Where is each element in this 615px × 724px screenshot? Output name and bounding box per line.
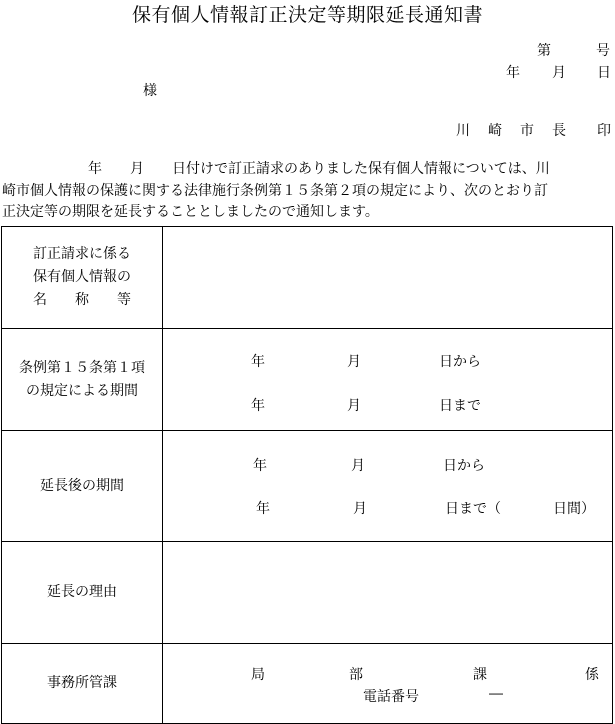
- table-row: [2, 542, 613, 644]
- number-prefix: 第: [537, 43, 551, 59]
- from-month: 月: [347, 354, 361, 370]
- ext-days: 日間）: [553, 501, 595, 517]
- issuer-char-2: 崎: [488, 123, 502, 139]
- section-label: 課: [473, 667, 487, 683]
- form-table: [1, 226, 613, 724]
- ext-until-year: 年: [256, 501, 270, 517]
- label-line: 訂正請求に係る: [33, 246, 131, 262]
- label-department: 事務所管課: [2, 644, 163, 724]
- table-row: [2, 329, 613, 431]
- from-day: 日から: [439, 354, 481, 370]
- phone-dash: ―: [489, 686, 503, 702]
- table-row: [2, 431, 613, 542]
- issuer-char-3: 市: [520, 123, 534, 139]
- label-reason: 延長の理由: [2, 542, 163, 644]
- ext-from-month: 月: [351, 458, 365, 474]
- bureau-label: 局: [251, 667, 265, 683]
- value-original-period[interactable]: [163, 329, 613, 431]
- label-line: 名 称 等: [33, 292, 131, 308]
- from-year: 年: [251, 354, 265, 370]
- ext-from-day: 日から: [443, 458, 485, 474]
- body-line-3: 正決定等の期限を延長することとしましたので通知します。: [2, 204, 379, 220]
- label-extended-period: 延長後の期間: [2, 431, 163, 542]
- seal-mark: 印: [597, 123, 611, 139]
- body-line-2: 崎市個人情報の保護に関する法律施行条例第１５条第２項の規定により、次のとおり訂: [2, 183, 548, 199]
- subsection-label: 係: [585, 667, 599, 683]
- value-extended-period[interactable]: [163, 431, 613, 542]
- label-line: 条例第１５条第１項: [19, 359, 145, 376]
- value-department[interactable]: [163, 644, 613, 724]
- phone-label: 電話番号: [363, 689, 419, 705]
- date-month: 月: [552, 65, 566, 81]
- date-year: 年: [506, 65, 520, 81]
- document-title: 保有個人情報訂正決定等期限延長通知書: [131, 4, 483, 26]
- label-record-name: [2, 227, 163, 329]
- label-line: 保有個人情報の: [33, 269, 131, 285]
- label-line: の規定による期間: [26, 382, 138, 399]
- number-suffix: 号: [596, 43, 610, 59]
- recipient-suffix: 様: [143, 83, 157, 99]
- until-year: 年: [251, 398, 265, 414]
- ext-until-month: 月: [353, 501, 367, 517]
- ext-until-day: 日まで（: [445, 501, 501, 517]
- value-reason[interactable]: [163, 542, 613, 644]
- value-record-name[interactable]: [163, 227, 613, 329]
- body-line-1: 年 月 日付けで訂正請求のありました保有個人情報については、川: [88, 161, 550, 177]
- table-row: [2, 644, 613, 724]
- ext-from-year: 年: [253, 458, 267, 474]
- label-original-period: [2, 329, 163, 431]
- table-row: [2, 227, 613, 329]
- issuer-char-4: 長: [552, 123, 566, 139]
- date-day: 日: [597, 65, 611, 81]
- department-label: 部: [349, 667, 363, 683]
- until-day: 日まで: [439, 398, 481, 414]
- issuer-char-1: 川: [456, 123, 470, 139]
- until-month: 月: [347, 398, 361, 414]
